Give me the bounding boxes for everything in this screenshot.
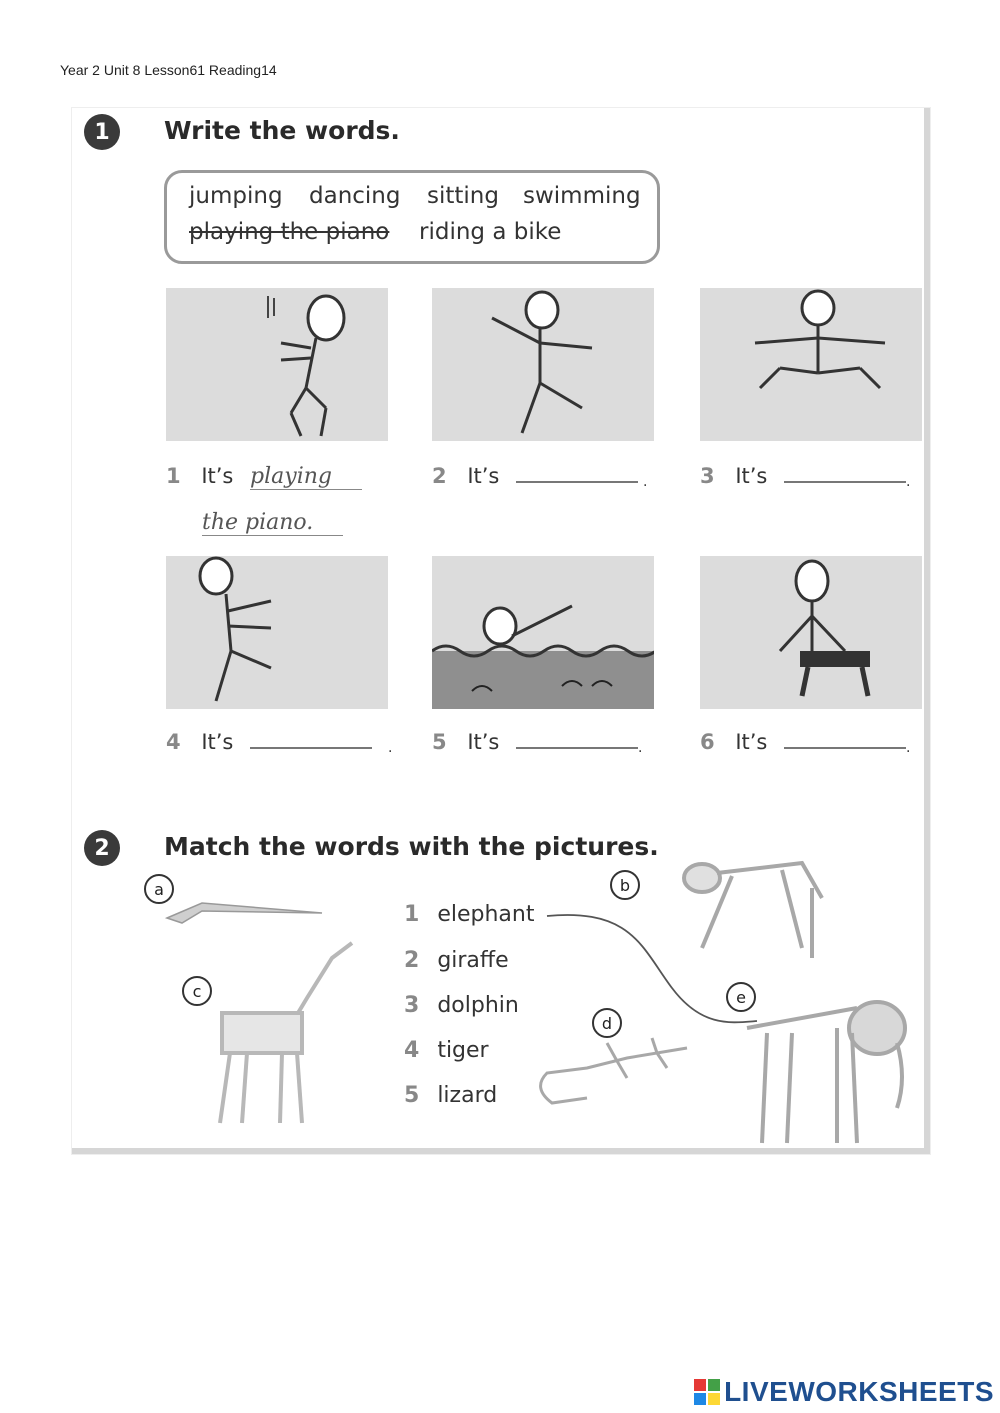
letter-a: a [144,874,174,904]
match-word-4[interactable] [404,1038,489,1063]
word-bank-playing-the-piano: playing the piano [189,219,390,245]
word-bank-swimming: swimming [523,183,641,209]
match-word-2-label: giraffe [437,948,509,973]
liveworksheets-brand [694,1376,994,1408]
answer-2-input[interactable] [516,465,638,483]
caption-3-end: . [906,474,911,490]
caption-6-prefix: It’s [735,730,768,754]
skeleton-illustration [700,556,922,709]
caption-4-number: 4 [166,730,181,754]
giraffe-skeleton-image [202,928,372,1128]
caption-3-prefix: It’s [735,464,768,488]
swimming-illustration [432,556,654,709]
picture-2-dancing [432,288,654,441]
match-word-5[interactable] [404,1083,497,1108]
match-word-3[interactable] [404,993,519,1018]
lizard-skeleton-image [527,1033,697,1118]
match-word-3-number: 3 [404,993,420,1018]
answer-4-input[interactable] [250,731,372,749]
section-1-number: 1 [84,114,120,150]
caption-1-number: 1 [166,464,181,488]
word-bank [164,170,660,264]
answer-6-input[interactable] [784,731,906,749]
worksheet-title: Year 2 Unit 8 Lesson61 Reading14 [60,62,277,78]
section-2-title: Match the words with the pictures. [164,832,659,861]
letter-b: b [610,870,640,900]
caption-3 [700,464,906,488]
caption-1-continued [202,510,343,535]
skeleton-illustration [166,556,388,709]
worksheet-page [72,108,930,1154]
caption-6-number: 6 [700,730,715,754]
picture-3-jumping [700,288,922,441]
picture-6-sitting [700,556,922,709]
caption-4 [166,730,372,754]
caption-6-end: . [906,740,911,756]
brand-name: LIVEWORKSHEETS [724,1376,994,1407]
match-word-1-label: elephant [437,902,535,927]
section-2-number: 2 [84,830,120,866]
letter-e: e [726,982,756,1012]
caption-1 [166,464,362,489]
logo-square-green [708,1379,720,1391]
match-word-5-number: 5 [404,1083,420,1108]
picture-1-playing-piano [166,288,388,441]
word-bank-sitting: sitting [427,183,499,209]
caption-5-number: 5 [432,730,447,754]
caption-2-number: 2 [432,464,447,488]
caption-2-end: . [643,474,648,490]
logo-square-red [694,1379,706,1391]
liveworksheets-logo-icon [694,1379,720,1405]
match-word-4-label: tiger [437,1038,489,1063]
caption-4-end: . [388,740,393,756]
logo-square-blue [694,1393,706,1405]
letter-d: d [592,1008,622,1038]
caption-5-end: . [638,740,643,756]
match-line-elephant-e [542,908,762,1028]
caption-4-prefix: It’s [201,730,234,754]
word-bank-dancing: dancing [309,183,401,209]
caption-1-prefix: It’s [201,464,234,488]
match-word-1[interactable] [404,902,534,927]
match-word-4-number: 4 [404,1038,420,1063]
match-word-2[interactable] [404,948,509,973]
picture-4-dancing [166,556,388,709]
caption-1-answer-line1: playing [250,464,362,490]
caption-5-prefix: It’s [467,730,500,754]
dolphin-skeleton-image [162,883,332,933]
elephant-skeleton-image [737,988,917,1148]
word-bank-jumping: jumping [189,183,283,209]
match-word-5-label: lizard [437,1083,498,1108]
logo-square-yellow [708,1393,720,1405]
skeleton-illustration [432,288,654,441]
picture-5-swimming [432,556,654,709]
caption-5 [432,730,638,754]
skeleton-illustration [700,288,922,441]
word-bank-riding-a-bike: riding a bike [419,219,562,245]
caption-2-prefix: It’s [467,464,500,488]
caption-3-number: 3 [700,464,715,488]
answer-5-input[interactable] [516,731,638,749]
match-word-1-number: 1 [404,902,420,927]
caption-1-answer-line2: the piano. [202,510,343,536]
caption-6 [700,730,906,754]
match-word-2-number: 2 [404,948,420,973]
skeleton-illustration [166,288,388,441]
caption-2 [432,464,638,488]
answer-3-input[interactable] [784,465,906,483]
letter-c: c [182,976,212,1006]
section-1-title: Write the words. [164,116,400,145]
match-word-3-label: dolphin [437,993,519,1018]
